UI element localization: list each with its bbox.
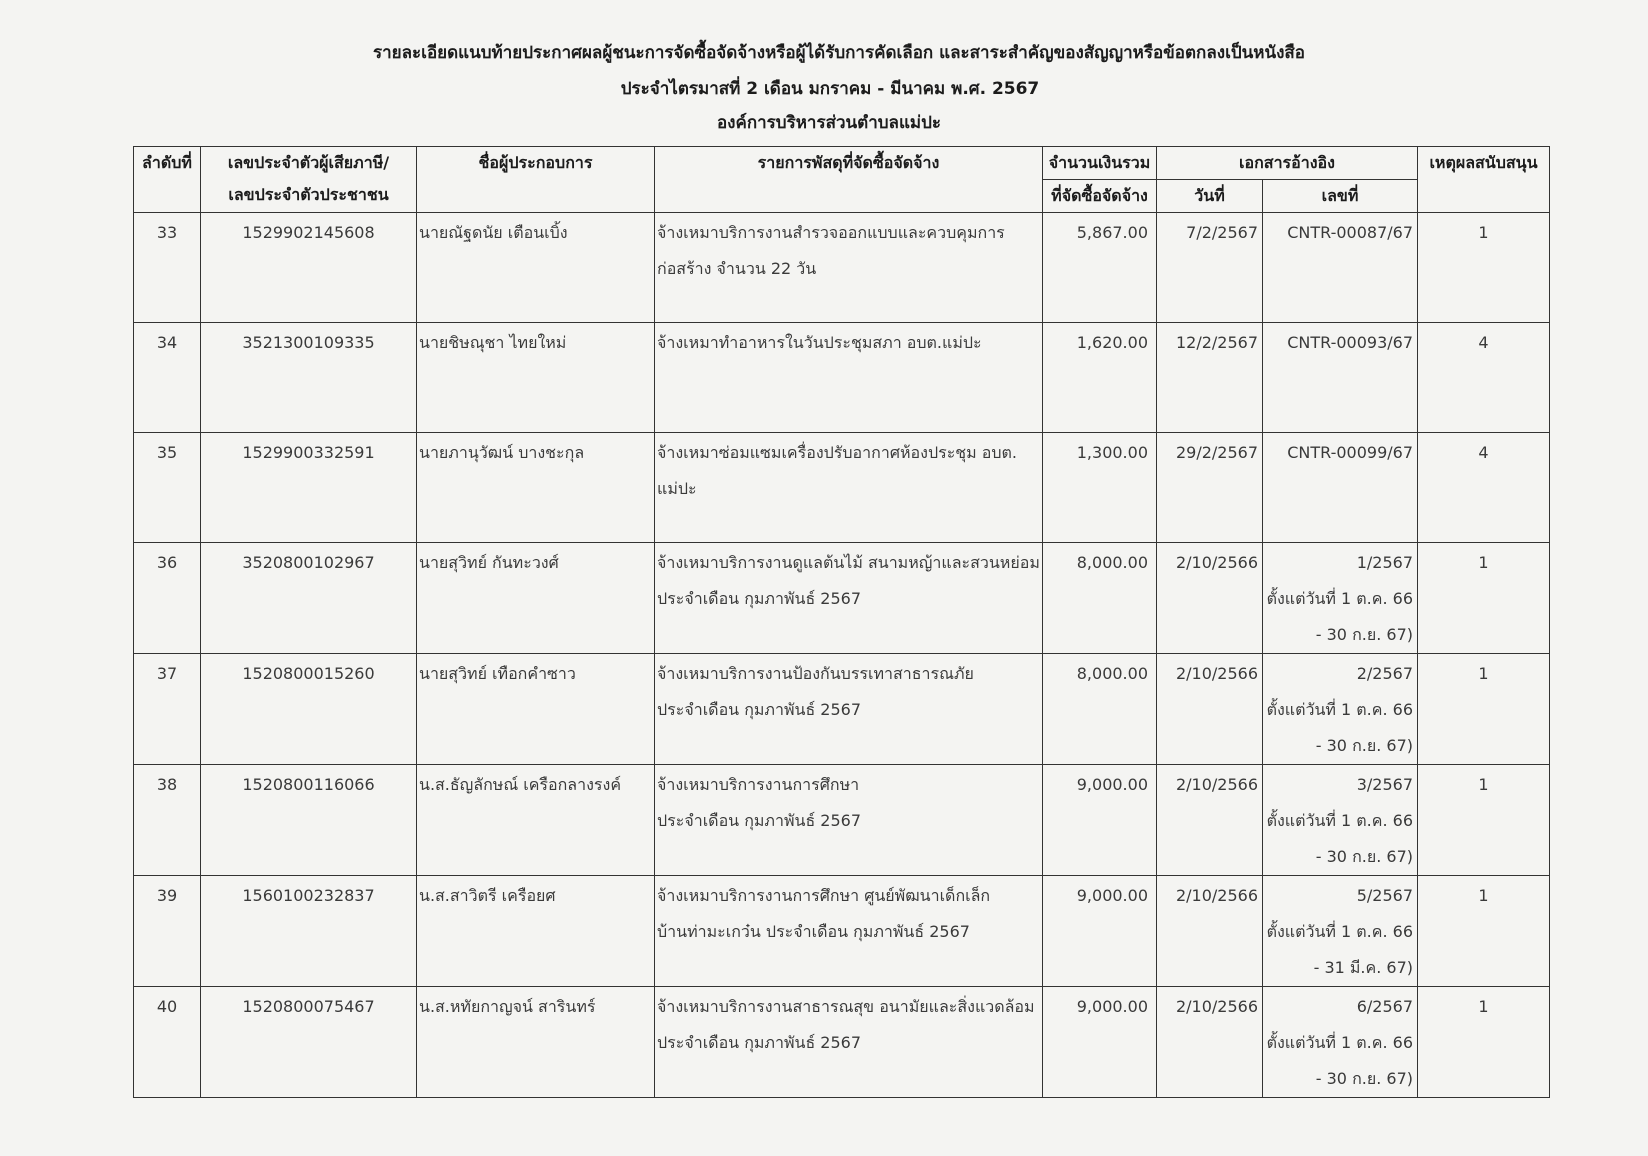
header-amount-line1: จำนวนเงินรวม <box>1043 147 1157 180</box>
cell-ref-line: CNTR-00099/67 <box>1287 443 1413 462</box>
cell-reason: 1 <box>1418 987 1550 1098</box>
cell-item <box>655 876 1043 987</box>
title-line-2: ประจำไตรมาสที่ 2 เดือน มกราคม - มีนาคม พ.ศ. 2567 <box>620 79 1040 99</box>
cell-item-line: จ้างเหมาบริการงานป้องกันบรรเทาสาธารณภัย <box>657 664 974 683</box>
header-row-1 <box>134 147 1550 180</box>
cell-ref-line: - 30 ก.ย. 67) <box>1315 736 1413 755</box>
cell-ref-line: 5/2567 <box>1356 886 1413 905</box>
cell-no: 35 <box>134 433 201 543</box>
cell-reason: 1 <box>1418 654 1550 765</box>
cell-item-line: บ้านท่ามะเกว๋น ประจำเดือน กุมภาพันธ์ 2567 <box>657 922 970 941</box>
cell-date: 12/2/2567 <box>1157 323 1263 433</box>
cell-date: 2/10/2566 <box>1157 987 1263 1098</box>
table-row <box>134 876 1550 987</box>
cell-date: 2/10/2566 <box>1157 765 1263 876</box>
cell-ref-line: - 30 ก.ย. 67) <box>1315 1069 1413 1088</box>
title-line-3: องค์การบริหารส่วนตำบลแม่ปะ <box>716 113 942 133</box>
cell-item <box>655 323 1043 433</box>
header-ref: เอกสารอ้างอิง <box>1157 147 1418 180</box>
document-titles <box>0 40 1648 136</box>
cell-item <box>655 765 1043 876</box>
cell-item-line: ประจำเดือน กุมภาพันธ์ 2567 <box>657 1033 862 1052</box>
cell-tax-id: 1529902145608 <box>201 213 417 323</box>
cell-ref-line: ตั้งแต่วันที่ 1 ต.ค. 66 <box>1266 589 1413 608</box>
cell-ref-line: 1/2567 <box>1356 553 1413 572</box>
cell-item-line: จ้างเหมาทำอาหารในวันประชุมสภา อบต.แม่ปะ <box>657 333 982 352</box>
cell-ref-line: ตั้งแต่วันที่ 1 ต.ค. 66 <box>1266 922 1413 941</box>
cell-ref <box>1263 987 1418 1098</box>
cell-no: 37 <box>134 654 201 765</box>
table-row <box>134 543 1550 654</box>
cell-amount: 5,867.00 <box>1043 213 1157 323</box>
cell-no: 36 <box>134 543 201 654</box>
procurement-table <box>133 146 1550 1098</box>
header-name: ชื่อผู้ประกอบการ <box>417 147 655 213</box>
cell-name: น.ส.สาวิตรี เครือยศ <box>417 876 655 987</box>
cell-reason: 1 <box>1418 765 1550 876</box>
header-amount-line2: ที่จัดซื้อจัดจ้าง <box>1043 180 1157 213</box>
cell-ref <box>1263 213 1418 323</box>
cell-item-line: ประจำเดือน กุมภาพันธ์ 2567 <box>657 811 862 830</box>
table-row <box>134 433 1550 543</box>
cell-ref <box>1263 433 1418 543</box>
cell-date: 7/2/2567 <box>1157 213 1263 323</box>
cell-no: 38 <box>134 765 201 876</box>
cell-amount: 1,300.00 <box>1043 433 1157 543</box>
cell-ref <box>1263 323 1418 433</box>
cell-date: 2/10/2566 <box>1157 543 1263 654</box>
cell-item-line: ประจำเดือน กุมภาพันธ์ 2567 <box>657 589 862 608</box>
cell-date: 2/10/2566 <box>1157 654 1263 765</box>
cell-name: น.ส.หทัยกาญจน์ สารินทร์ <box>417 987 655 1098</box>
cell-item <box>655 433 1043 543</box>
cell-tax-id: 1520800075467 <box>201 987 417 1098</box>
cell-name: นายสุวิทย์ กันทะวงศ์ <box>417 543 655 654</box>
cell-tax-id: 3521300109335 <box>201 323 417 433</box>
cell-item <box>655 987 1043 1098</box>
cell-date: 2/10/2566 <box>1157 876 1263 987</box>
title-line-1: รายละเอียดแนบท้ายประกาศผลผู้ชนะการจัดซื้อจัดจ้างหรือผู้ได้รับการคัดเลือก และสาระสำคัญของสัญญาหรือข้อตกลงเป็นหนังสือ <box>372 43 1306 63</box>
cell-reason: 1 <box>1418 876 1550 987</box>
cell-name: นายชิษณุชา ไทยใหม่ <box>417 323 655 433</box>
table-row <box>134 213 1550 323</box>
table-row <box>134 987 1550 1098</box>
cell-ref-line: - 30 ก.ย. 67) <box>1315 847 1413 866</box>
cell-ref-line: 2/2567 <box>1356 664 1413 683</box>
cell-date: 29/2/2567 <box>1157 433 1263 543</box>
cell-no: 39 <box>134 876 201 987</box>
cell-item-line: จ้างเหมาบริการงานการศึกษา ศูนย์พัฒนาเด็กเล็ก <box>657 886 991 905</box>
cell-no: 34 <box>134 323 201 433</box>
cell-ref-line: - 31 มี.ค. 67) <box>1313 958 1413 977</box>
header-no: ลำดับที่ <box>134 147 201 213</box>
cell-name: นายสุวิทย์ เทือกคำซาว <box>417 654 655 765</box>
cell-ref-line: 3/2567 <box>1356 775 1413 794</box>
cell-ref <box>1263 543 1418 654</box>
cell-amount: 9,000.00 <box>1043 987 1157 1098</box>
header-reason: เหตุผลสนับสนุน <box>1418 147 1550 213</box>
cell-amount: 8,000.00 <box>1043 543 1157 654</box>
cell-amount: 1,620.00 <box>1043 323 1157 433</box>
cell-ref <box>1263 654 1418 765</box>
cell-no: 33 <box>134 213 201 323</box>
cell-item-line: จ้างเหมาบริการงานสาธารณสุข อนามัยและสิ่งแวดล้อม <box>657 997 1035 1016</box>
cell-item <box>655 213 1043 323</box>
cell-tax-id: 1520800015260 <box>201 654 417 765</box>
cell-item-line: จ้างเหมาบริการงานดูแลต้นไม้ สนามหญ้าและสวนหย่อม <box>657 553 1040 572</box>
header-date: วันที่ <box>1157 180 1263 213</box>
table-row <box>134 654 1550 765</box>
cell-amount: 9,000.00 <box>1043 876 1157 987</box>
cell-item <box>655 543 1043 654</box>
cell-reason: 4 <box>1418 433 1550 543</box>
cell-no: 40 <box>134 987 201 1098</box>
header-ref-no: เลขที่ <box>1263 180 1418 213</box>
cell-ref-line: - 30 ก.ย. 67) <box>1315 625 1413 644</box>
header-tax-id: เลขประจำตัวผู้เสียภาษี/ เลขประจำตัวประชาชน <box>201 147 417 213</box>
cell-item-line: จ้างเหมาซ่อมแซมเครื่องปรับอากาศห้องประชุม อบต. <box>657 443 1018 462</box>
cell-ref-line: CNTR-00093/67 <box>1287 333 1413 352</box>
cell-tax-id: 1520800116066 <box>201 765 417 876</box>
cell-ref <box>1263 876 1418 987</box>
cell-item-line: จ้างเหมาบริการงานการศึกษา <box>657 775 860 794</box>
cell-name: น.ส.ธัญลักษณ์ เครือกลางรงค์ <box>417 765 655 876</box>
cell-amount: 9,000.00 <box>1043 765 1157 876</box>
cell-reason: 1 <box>1418 543 1550 654</box>
table-row <box>134 323 1550 433</box>
cell-item <box>655 654 1043 765</box>
cell-ref-line: ตั้งแต่วันที่ 1 ต.ค. 66 <box>1266 1033 1413 1052</box>
cell-ref-line: CNTR-00087/67 <box>1287 223 1413 242</box>
cell-name: นายภานุวัฒน์ บางชะกุล <box>417 433 655 543</box>
cell-reason: 1 <box>1418 213 1550 323</box>
cell-item-line: จ้างเหมาบริการงานสำรวจออกแบบและควบคุมการ <box>657 223 1005 242</box>
cell-tax-id: 1529900332591 <box>201 433 417 543</box>
cell-ref-line: ตั้งแต่วันที่ 1 ต.ค. 66 <box>1266 811 1413 830</box>
table-row <box>134 765 1550 876</box>
header-item: รายการพัสดุที่จัดซื้อจัดจ้าง <box>655 147 1043 213</box>
cell-reason: 4 <box>1418 323 1550 433</box>
cell-ref <box>1263 765 1418 876</box>
cell-name: นายณัฐดนัย เตือนเบิ้ง <box>417 213 655 323</box>
cell-item-line: แม่ปะ <box>657 479 697 498</box>
cell-amount: 8,000.00 <box>1043 654 1157 765</box>
table-body <box>134 213 1550 1098</box>
cell-item-line: ก่อสร้าง จำนวน 22 วัน <box>657 259 817 278</box>
cell-ref-line: ตั้งแต่วันที่ 1 ต.ค. 66 <box>1266 700 1413 719</box>
cell-ref-line: 6/2567 <box>1356 997 1413 1016</box>
cell-tax-id: 3520800102967 <box>201 543 417 654</box>
cell-tax-id: 1560100232837 <box>201 876 417 987</box>
cell-item-line: ประจำเดือน กุมภาพันธ์ 2567 <box>657 700 862 719</box>
